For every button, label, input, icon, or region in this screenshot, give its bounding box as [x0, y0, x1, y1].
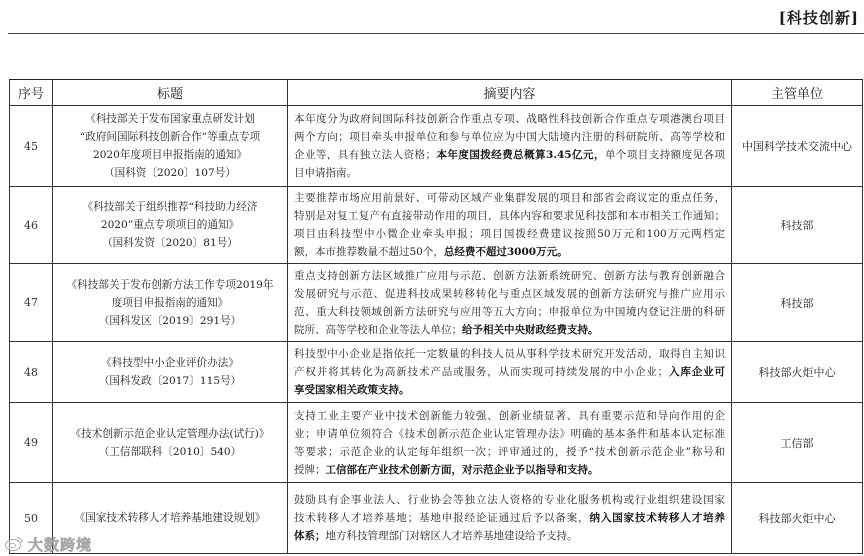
summary-text: 两个方向；项目牵头申报单位和参与单位应为中国大陆境内注册的科研院所、高等学校和 — [294, 131, 725, 143]
summary-highlight: 总经费不超过3000万元。 — [443, 246, 568, 258]
summary-line — [294, 146, 725, 164]
table-row — [10, 403, 863, 483]
department-name: 科技部火炬中心 — [758, 512, 836, 525]
title-line: 度项目申报指南的通知》 — [111, 296, 229, 309]
summary-cell — [288, 106, 732, 187]
department-name: 科技部火炬中心 — [758, 366, 836, 379]
table-row — [10, 264, 863, 342]
summary-cell — [288, 483, 732, 554]
department-cell — [732, 187, 863, 264]
summary-cell — [288, 403, 732, 483]
row-number: 50 — [24, 511, 38, 525]
row-number: 49 — [24, 436, 38, 449]
title-line: 2020”重点专项项目的通知》 — [100, 219, 240, 231]
summary-line — [294, 303, 725, 321]
summary-line — [294, 491, 725, 509]
department-name: 科技部 — [780, 219, 814, 232]
column-header-department: 主管单位 — [732, 80, 863, 106]
summary-line — [294, 425, 725, 443]
summary-line — [294, 110, 725, 128]
summary-line — [294, 443, 725, 461]
title-line: 《科技型中小企业评价办法》 — [101, 357, 239, 369]
summary-text: 技术转移人才培养基地；基地申报经论证通过后予以备案， — [294, 512, 590, 524]
section-tag: [科技创新] — [778, 9, 859, 27]
summary-text: 额，本市推荐数量不超过50个， — [294, 246, 444, 258]
title-line: 《科技部关于组织推荐“科技助力经济 — [82, 201, 258, 213]
summary-text: 院所、高等学校和企业等法人单位； — [294, 323, 462, 336]
title-line: 《科技部关于发布国家重点研发计划 — [85, 113, 255, 125]
department-cell — [732, 483, 863, 554]
row-number: 47 — [24, 296, 38, 309]
table-row — [10, 483, 863, 554]
watermark — [4, 534, 92, 554]
summary-line — [294, 509, 725, 527]
summary-text: 本年度分为政府间国际科技创新合作重点专项、战略性科技创新合作重点专项港澳台项目 — [294, 113, 725, 125]
title-line: （国科发区〔2019〕291号） — [98, 314, 242, 327]
summary-highlight: 享受国家相关政策支持。 — [294, 384, 410, 396]
summary-line — [294, 363, 725, 381]
summary-highlight: 入库企业可 — [668, 366, 726, 378]
summary-line — [294, 225, 725, 243]
title-cell — [53, 342, 288, 403]
department-name: 科技部 — [780, 296, 814, 310]
table-row — [10, 106, 863, 187]
department-name: 工信部 — [780, 436, 814, 450]
summary-text: 重点支持创新方法区域推广应用与示范、创新方法新系统研究、创新方法与教育创新融合 — [294, 269, 725, 282]
summary-text: 科技型中小企业是指依托一定数量的科技人员从事科学技术研究开发活动，取得自主知识 — [294, 348, 725, 360]
row-number: 46 — [24, 218, 38, 232]
department-cell — [732, 342, 863, 403]
row-number-cell — [10, 342, 53, 403]
summary-text: 范、重大科技领域创新方法研究与应用等五大方向；申报单位为中国境内登记注册的科研 — [294, 305, 725, 318]
summary-line — [294, 381, 725, 399]
table-row — [10, 187, 863, 264]
summary-text: 项目由科技型中小微企业牵头申报；项目国拨经费建议按照50万元和100万元两档定 — [294, 228, 725, 240]
summary-highlight: 本年度国拨经费总概算3.45亿元， — [436, 149, 605, 161]
title-line: 《国家技术转移人才培养基地建设规划》 — [74, 512, 266, 524]
department-cell — [732, 403, 863, 483]
row-number: 48 — [24, 365, 38, 379]
row-number-cell — [10, 403, 53, 483]
title-line: 《科技部关于发布创新方法工作专项2019年 — [66, 278, 274, 291]
title-line: （工信部联科〔2010〕540） — [98, 445, 242, 458]
title-line: 《技术创新示范企业认定管理办法(试行)》 — [70, 427, 270, 440]
summary-line — [294, 267, 725, 285]
header-row — [10, 80, 863, 106]
summary-highlight: 给予相关中央财政经费支持。 — [462, 323, 599, 336]
title-cell — [53, 187, 288, 264]
department-cell — [732, 264, 863, 342]
summary-highlight: 纳入国家技术转移人才培养 — [589, 512, 726, 524]
summary-text: 业；申请单位须符合《技术创新示范企业认定管理办法》明确的基本条件和基本认定标准 — [294, 427, 725, 440]
column-header-number: 序号 — [10, 80, 53, 106]
summary-text: 等要求；示范企业的认定每年组织一次；评审通过的，授予“技术创新示范企业”称号和 — [294, 445, 725, 458]
summary-text: 单个项目支持额度见各项 — [604, 149, 726, 161]
row-number-cell — [10, 187, 53, 264]
summary-text: 特别是对复工复产有直接带动作用的项目，具体内容和要求见科技部和本市相关工作通知； — [294, 210, 725, 222]
title-cell — [53, 403, 288, 483]
summary-cell — [288, 264, 732, 342]
row-number-cell — [10, 264, 53, 342]
summary-line — [294, 164, 725, 182]
summary-line — [294, 527, 725, 545]
watermark-text: 大数跨境 — [28, 535, 93, 554]
column-header-title: 标题 — [53, 80, 288, 106]
summary-line — [294, 461, 725, 479]
summary-text: 目申请指南。 — [294, 167, 357, 179]
policy-table — [9, 79, 863, 554]
title-line: （国科发政〔2017〕115号） — [98, 375, 242, 387]
summary-text: 支持工业主要产业中技术创新能力较强、创新业绩显著、具有重要示范和导向作用的企 — [294, 409, 725, 422]
table-header — [10, 80, 863, 106]
summary-cell — [288, 342, 732, 403]
summary-line — [294, 285, 725, 303]
column-header-summary: 摘要内容 — [288, 80, 732, 106]
title-line: “政府间国际科技创新合作”等重点专项 — [79, 131, 261, 143]
summary-text: 企业等，具有独立法人资格； — [294, 149, 436, 161]
title-line: （国科资〔2020〕107号） — [104, 167, 236, 179]
department-cell — [732, 106, 863, 187]
title-line: 2020年度项目申报指南的通知》 — [92, 149, 248, 161]
department-name: 中国科学技术交流中心 — [742, 140, 852, 153]
title-cell — [53, 264, 288, 342]
summary-highlight: 工信部在产业技术创新方面，对示范企业予以指导和支持。 — [325, 463, 599, 476]
summary-text: 主要推荐市场应用前景好、可带动区域产业集群发展的项目和部省会商议定的重点任务， — [294, 192, 725, 204]
table-body — [10, 106, 863, 554]
summary-line — [294, 128, 725, 146]
summary-text: 产权并将其转化为高新技术产品或服务，从而实现可持续发展的中小企业； — [294, 366, 669, 378]
watermark-logo-icon — [4, 535, 24, 553]
row-number-cell — [10, 106, 53, 187]
header-rule — [8, 33, 864, 34]
summary-line — [294, 345, 725, 363]
title-line: （国科发资〔2020〕81号） — [102, 237, 238, 249]
summary-cell — [288, 187, 732, 264]
summary-text: 地方科技管理部门对辖区人才培养基地建设给予支持。 — [325, 530, 578, 542]
summary-line — [294, 207, 725, 225]
summary-line — [294, 243, 725, 261]
summary-line — [294, 407, 725, 425]
row-number: 45 — [24, 139, 38, 153]
summary-text: 发展研究与示范、促进科技成果转移转化与重点区域发展的创新方法研究与推广应用示 — [294, 287, 725, 300]
summary-text: 鼓励具有企事业法人、行业协会等独立法人资格的专业化服务机构或行业组织建设国家 — [294, 494, 725, 506]
summary-text: 授牌； — [294, 463, 326, 476]
summary-highlight: 体系； — [294, 530, 326, 542]
summary-line — [294, 321, 725, 339]
title-cell — [53, 106, 288, 187]
table-row — [10, 342, 863, 403]
summary-line — [294, 189, 725, 207]
